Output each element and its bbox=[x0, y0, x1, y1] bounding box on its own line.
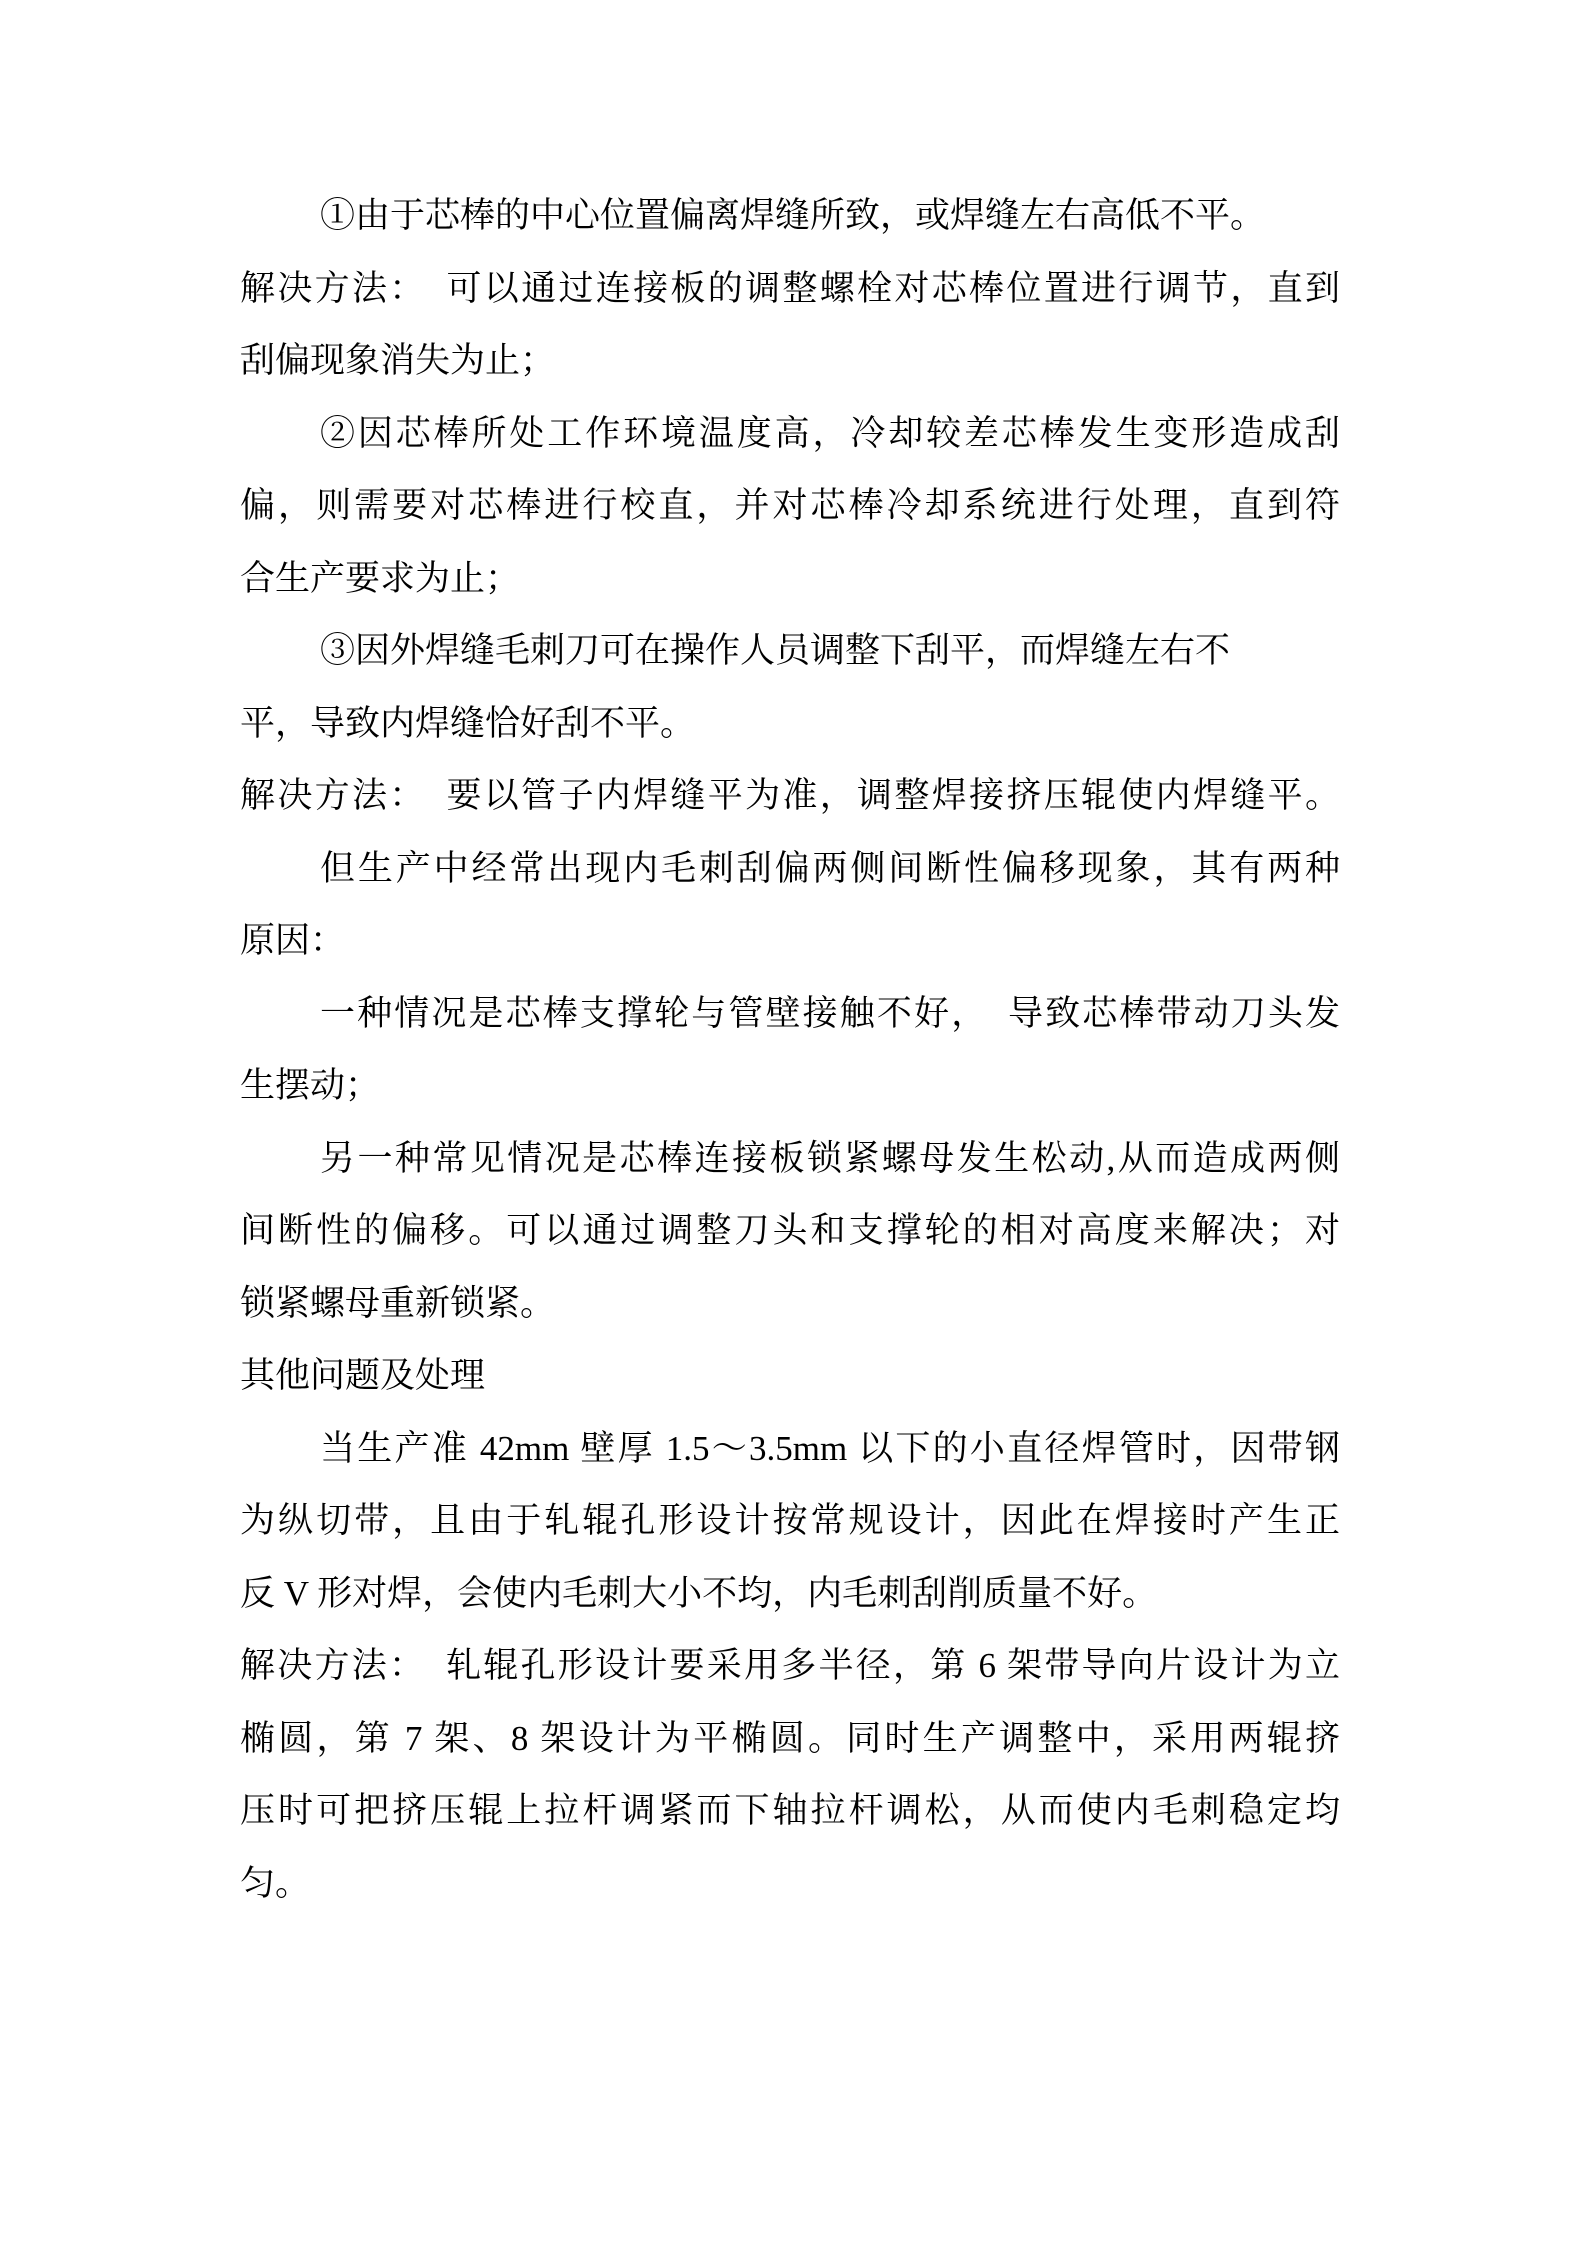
text-line: 其他问题及处理 bbox=[240, 1356, 486, 1395]
text-line: 解决方法： 可以通过连接板的调整螺栓对芯棒位置进行调节，直到 bbox=[240, 268, 1340, 308]
document-body bbox=[240, 180, 1340, 1920]
text-line: 另一种常见情况是芯棒连接板锁紧螺母发生松动,从而造成两侧 bbox=[320, 1138, 1340, 1178]
text-line: 匀。 bbox=[240, 1863, 311, 1903]
text-line: 合生产要求为止； bbox=[240, 558, 521, 598]
text-line: 刮偏现象消失为止； bbox=[240, 341, 556, 380]
text-line: 解决方法： 要以管子内焊缝平为准，调整焊接挤压辊使内焊缝平。 bbox=[240, 776, 1340, 815]
text-line: 平，导致内焊缝恰好刮不平。 bbox=[240, 703, 696, 743]
text-line: 压时可把挤压辊上拉杆调紧而下轴拉杆调松，从而使内毛刺稳定均 bbox=[240, 1791, 1340, 1830]
text-line: 锁紧螺母重新锁紧。 bbox=[240, 1283, 556, 1323]
text-line: 原因： bbox=[240, 921, 346, 960]
text-line: ③因外焊缝毛刺刀可在操作人员调整下刮平，而焊缝左右不 bbox=[320, 631, 1231, 670]
text-line: 一种情况是芯棒支撑轮与管壁接触不好， 导致芯棒带动刀头发 bbox=[320, 993, 1340, 1033]
text-line: 生摆动； bbox=[240, 1066, 381, 1105]
text-line: 椭圆，第 7 架、8 架设计为平椭圆。同时生产调整中，采用两辊挤 bbox=[240, 1718, 1340, 1758]
text-line: 间断性的偏移。可以通过调整刀头和支撑轮的相对高度来解决；对 bbox=[240, 1211, 1340, 1250]
text-line: ②因芯棒所处工作环境温度高，冷却较差芯棒发生变形造成刮 bbox=[320, 413, 1340, 453]
text-line: 反 V 形对焊，会使内毛刺大小不均，内毛刺刮削质量不好。 bbox=[240, 1573, 1158, 1613]
text-line: ①由于芯棒的中心位置偏离焊缝所致，或焊缝左右高低不平。 bbox=[320, 196, 1266, 235]
text-line: 当生产准 42mm 壁厚 1.5～3.5mm 以下的小直径焊管时，因带钢 bbox=[320, 1428, 1340, 1468]
text-line: 但生产中经常出现内毛刺刮偏两侧间断性偏移现象，其有两种 bbox=[320, 848, 1340, 888]
text-line: 偏，则需要对芯棒进行校直，并对芯棒冷却系统进行处理，直到符 bbox=[240, 486, 1340, 525]
text-line: 解决方法： 轧辊孔形设计要采用多半径，第 6 架带导向片设计为立 bbox=[240, 1646, 1340, 1685]
text-line: 为纵切带，且由于轧辊孔形设计按常规设计，因此在焊接时产生正 bbox=[240, 1501, 1340, 1540]
